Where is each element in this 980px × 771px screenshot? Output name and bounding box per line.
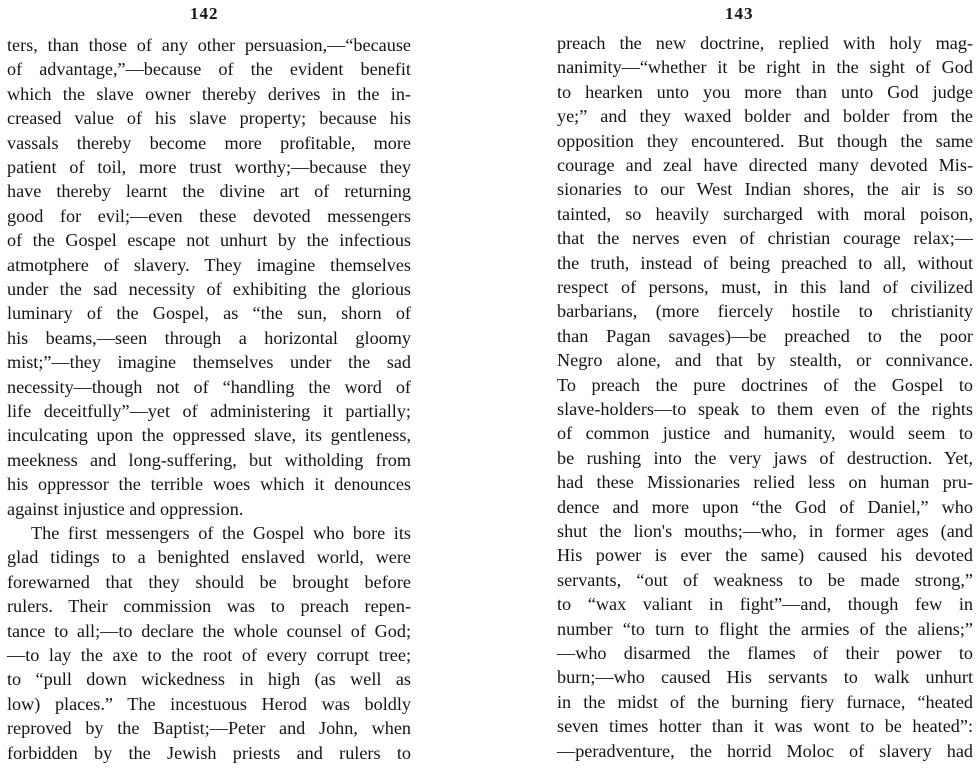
- text-line: burn;—who caused His servants to walk unhurt: [557, 667, 973, 688]
- text-line: meekness and long-suffering, but witholding from: [7, 449, 411, 470]
- text-line: —to lay the axe to the root of every corrupt tree;: [7, 645, 411, 665]
- text-line: under the sad necessity of exhibiting the glorious: [7, 279, 411, 299]
- text-line: than Pagan savages)—be preached to the poor: [557, 325, 973, 346]
- text-line: —peradventure, the horrid Moloc of slavery had: [557, 740, 973, 761]
- text-line: of common justice and humanity, would seem to: [557, 423, 973, 444]
- text-line: His power is ever the same) caused his devoted: [557, 545, 973, 566]
- text-line: servants, “out of weakness to be made strong,”: [557, 569, 973, 590]
- text-line: to hearken unto you more than unto God judge: [557, 81, 973, 102]
- text-line: luminary of the Gospel, as “the sun, shorn of: [7, 303, 411, 324]
- text-line: ye;” and they waxed bolder and bolder from the: [557, 106, 973, 127]
- right-page: [520, 0, 980, 771]
- page-number-right: 143: [725, 4, 754, 23]
- text-line: courage and zeal have directed many devoted Mis-: [557, 155, 973, 175]
- text-line: respect of persons, must, in this land of civilized: [557, 277, 973, 297]
- book-gutter: [468, 0, 520, 771]
- text-line: which the slave owner thereby derives in the in-: [7, 83, 411, 104]
- text-line: to “wax valiant in fight”—and, though few in: [557, 594, 973, 615]
- text-line: the truth, instead of being preached to all, without: [557, 252, 973, 273]
- text-line: rulers. Their commission was to preach repen-: [7, 596, 411, 617]
- text-line: have thereby learnt the divine art of returning: [7, 181, 411, 202]
- text-line: sionaries to our West Indian shores, the air is so: [557, 179, 973, 200]
- text-line: opposition they encountered. But though the same: [557, 130, 973, 151]
- text-line: patient of toil, more trust worthy;—because they: [7, 157, 411, 177]
- page-number-left: 142: [190, 4, 219, 23]
- text-line: seven times hotter than it was wont to be heated”:: [557, 716, 973, 737]
- left-page: [0, 0, 468, 771]
- text-line: of the Gospel escape not unhurt by the infectious: [7, 230, 411, 251]
- text-line: shut the lion's mouths;—who, in former ages (and: [557, 521, 973, 541]
- text-line: ters, than those of any other persuasion,—“because: [7, 35, 411, 55]
- text-line: —who disarmed the flames of their power to: [557, 643, 973, 663]
- text-line: slave-holders—to speak to them even of the rights: [557, 399, 973, 419]
- text-line: necessity—though not of “handling the word of: [7, 376, 411, 397]
- text-line: be rushing into the very jaws of destruction. Yet,: [557, 447, 973, 468]
- text-line: dence and more upon “the God of Daniel,” who: [557, 496, 973, 517]
- text-line: reproved by the Baptist;—Peter and John, when: [7, 718, 411, 739]
- text-line: life deceitfully”—yet of administering it partially;: [7, 401, 411, 421]
- text-line: that the nerves even of christian courage relax;—: [557, 228, 973, 249]
- text-line: good for evil;—even these devoted messengers: [7, 205, 411, 226]
- text-line: tainted, so heavily surcharged with moral poison,: [557, 203, 973, 224]
- text-line: glad tidings to a benighted enslaved world, were: [7, 547, 411, 568]
- text-line: mist;”—they imagine themselves under the sad: [7, 352, 411, 373]
- text-line: nanimity—“whether it be right in the sight of God: [557, 57, 973, 78]
- text-line: in the midst of the burning fiery furnace, “heated: [557, 691, 973, 712]
- text-line: to “pull down wickedness in high (as well as: [7, 669, 411, 690]
- text-line: Negro alone, and that by stealth, or connivance.: [557, 350, 973, 371]
- text-line: his beams,—seen through a horizontal gloomy: [7, 327, 411, 348]
- text-line: vassals thereby become more profitable, more: [7, 132, 411, 153]
- text-line: preach the new doctrine, replied with holy mag-: [557, 33, 973, 53]
- text-line: creased value of his slave property; because his: [7, 108, 411, 129]
- text-line: forbidden by the Jewish priests and rulers to: [7, 742, 411, 763]
- text-line: number “to turn to flight the armies of the aliens;”: [557, 618, 973, 639]
- text-line: To preach the pure doctrines of the Gospel to: [557, 374, 973, 395]
- text-line: his oppressor the terrible woes which it denounces: [7, 474, 411, 495]
- text-line: of advantage,”—because of the evident benefit: [7, 59, 411, 80]
- text-line: low) places.” The incestuous Herod was boldly: [7, 693, 411, 714]
- text-line: tance to all;—to declare the whole counsel of God;: [7, 620, 411, 641]
- text-line: against injustice and oppression.: [7, 498, 244, 519]
- text-line: had these Missionaries relied less on human pru-: [557, 472, 973, 493]
- text-line: The first messengers of the Gospel who bore its: [31, 523, 411, 543]
- text-line: inculcating upon the oppressed slave, its gentleness,: [7, 425, 411, 446]
- text-line: forewarned that they should be brought before: [7, 571, 411, 592]
- text-line: barbarians, (more fiercely hostile to christianity: [557, 301, 973, 322]
- text-line: atmotphere of slavery. They imagine themselves: [7, 254, 411, 275]
